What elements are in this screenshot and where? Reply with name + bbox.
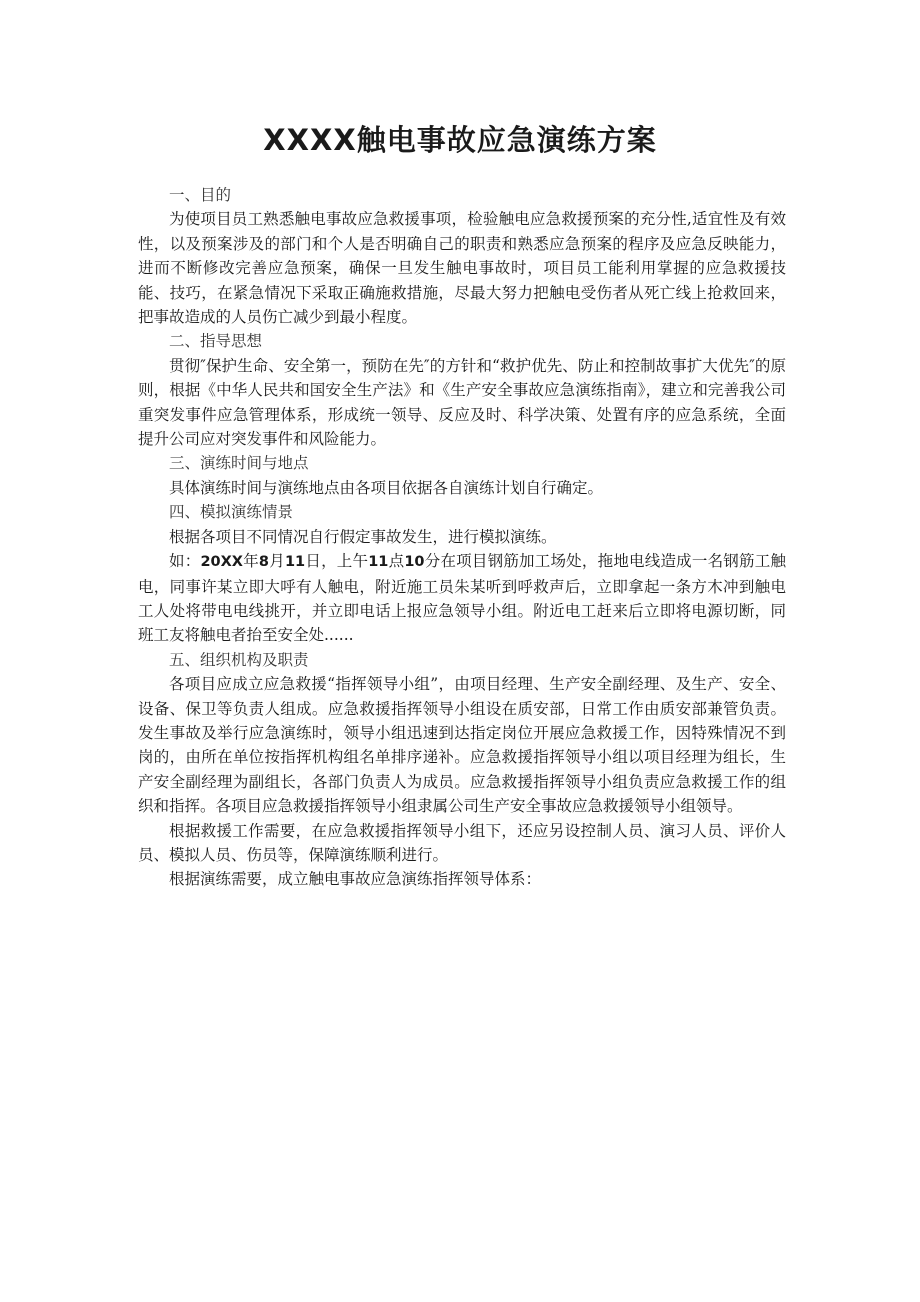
- organization-paragraph-3: 根据演练需要，成立触电事故应急演练指挥领导体系：: [169, 870, 542, 889]
- scenario-text: 分在项目钢筋加工场处，拖地电线造成一名钢筋工触电，同事许某立即大呼有人触电，附近施工员朱某听到呼救声后，立即拿起一条方木冲到触电工人处将带电电线挑开，并立即电话上报应急领导小组。附近电工赶来后立即将电源切断，同班工友将触电者抬至安全处......: [138, 552, 786, 645]
- section-heading-guiding-principle: 二、指导思想: [169, 332, 263, 351]
- section-heading-scenario: 四、模拟演练情景: [169, 503, 294, 522]
- scenario-minute: 10: [404, 554, 425, 571]
- section-heading-purpose: 一、目的: [169, 186, 232, 204]
- scenario-text: 如：: [169, 552, 201, 571]
- scenario-hour: 11: [368, 554, 389, 571]
- scenario-text: 年: [242, 552, 259, 571]
- scenario-day: 11: [284, 554, 306, 571]
- section-heading-organization: 五、组织机构及职责: [169, 650, 309, 669]
- scenario-paragraph-2: [138, 549, 786, 648]
- scenario-text: 日，上午: [305, 552, 369, 571]
- scenario-text: 月: [269, 552, 285, 571]
- section-heading-time-place: 三、演练时间与地点: [169, 454, 309, 473]
- scenario-text: 点: [388, 552, 405, 571]
- guiding-principle-paragraph: 贯彻″保护生命、安全第一，预防在先″的方针和“救护优先、防止和控制故事扩大优先″的原则，根据《中华人民共和国安全生产法》和《生产安全事故应急演练指南》，建立和完善我公司重突发事件应急管理体系，形成统一领导、反应及时、科学决策、处置有序的应急系统，全面提升公司应对突发事件和风险能力。: [138, 356, 786, 449]
- organization-paragraph-1: 各项目应成立应急救援“指挥领导小组”，由项目经理、生产安全副经理、及生产、安全、设备、保卫等负责人组成。应急救援指挥领导小组设在质安部，日常工作由质安部兼管负责。发生事故及举行应急演练时，领导小组迅速到达指定岗位开展应急救援工作，因特殊情况不到岗的，由所在单位按指挥机构组名单排序递补。应急救援指挥领导小组以项目经理为组长，生产安全副经理为副组长，各部门负责人为成员。应急救援指挥领导小组负责应急救援工作的组织和指挥。各项目应急救援指挥领导小组隶属公司生产安全事故应急救援领导小组领导。: [138, 675, 786, 816]
- time-place-paragraph: 具体演练时间与演练地点由各项目依据各自演练计划自行确定。: [169, 478, 604, 497]
- document-body: [138, 183, 786, 892]
- scenario-paragraph-1: 根据各项目不同情况自行假定事故发生，进行模拟演练。: [169, 527, 557, 546]
- organization-paragraph-2: 根据救援工作需要，在应急救援指挥领导小组下，还应另设控制人员、演习人员、评价人员、模拟人员、伤员等，保障演练顺利进行。: [138, 821, 786, 864]
- document-title: XXXX触电事故应急演练方案: [263, 123, 657, 157]
- scenario-year: 20XX: [200, 554, 243, 571]
- purpose-paragraph: 为使项目员工熟悉触电事故应急救援事项，检验触电应急救援预案的充分性,适宜性及有效性，以及预案涉及的部门和个人是否明确自己的职责和熟悉应急预案的程序及应急反映能力，进而不断修改完善应急预案，确保一旦发生触电事故时，项目员工能利用掌握的应急救援技能、技巧，在紧急情况下采取正确施救措施，尽最大努力把触电受伤者从死亡线上抢救回来，把事故造成的人员伤亡减少到最小程度。: [138, 210, 786, 327]
- scenario-month: 8: [258, 554, 270, 571]
